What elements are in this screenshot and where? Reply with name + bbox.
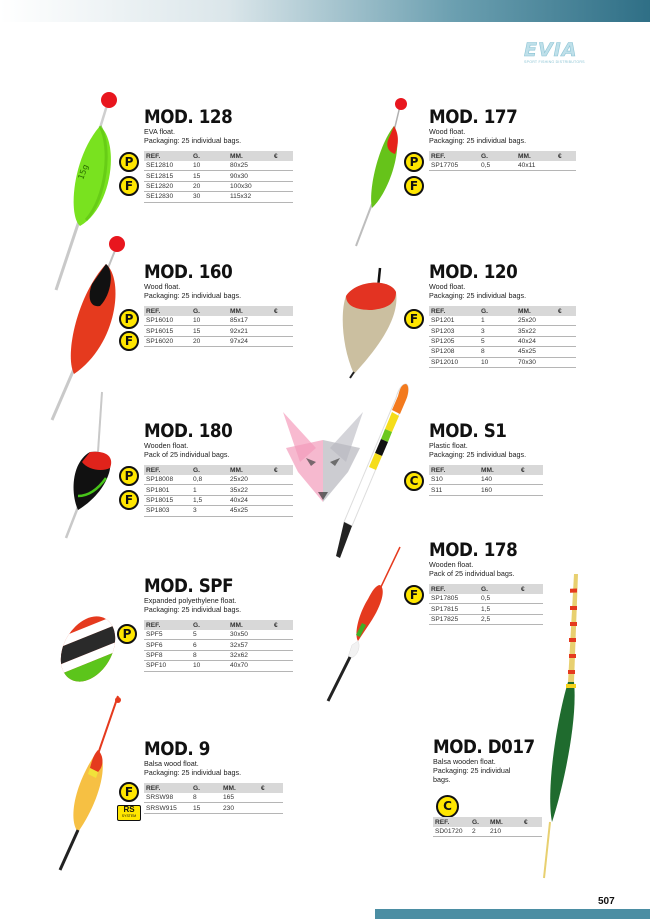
product-title: MOD. 177	[429, 106, 518, 128]
product-mod-spf	[144, 576, 293, 672]
product-title: MOD. 120	[429, 261, 518, 283]
product-title: MOD. 180	[144, 420, 233, 442]
table-row: S11 160	[429, 485, 543, 495]
header-gradient-bar	[0, 0, 650, 22]
float-128-weight-label: 15g	[76, 163, 91, 181]
table-row: SP1201 1 25x20	[429, 316, 576, 326]
table-row: SP16010 10 85x17	[144, 316, 293, 326]
product-title: MOD. 128	[144, 106, 233, 128]
table-row: SRSW915 15 230	[144, 803, 283, 813]
table-row: SP12010 10 70x30	[429, 357, 576, 367]
table-row: SE12820 20 100x30	[144, 181, 293, 191]
float-9-image	[52, 694, 122, 874]
spec-table: REF. G. MM. € SP18008 0,8 25x20 SP1801 1 35x22 SP18015 1,5 40x24 SP1803 3 45x25	[144, 465, 293, 517]
badge-p-128: P	[119, 152, 139, 172]
product-mod-s1	[429, 421, 543, 496]
product-title: MOD. 178	[429, 539, 518, 561]
badge-p-160: P	[119, 309, 139, 329]
product-mod-128	[144, 107, 293, 203]
spec-table: REF. G. € SP17805 0,5 SP17815 1,5 SP17825 2,5	[429, 584, 543, 625]
table-row: SPF8 8 32x62	[144, 650, 293, 660]
product-description: Wood float. Packaging: 25 individual bags.	[144, 282, 242, 300]
table-row: SP17815 1,5	[429, 604, 543, 614]
badge-c-d017: C	[436, 795, 459, 818]
badge-p-180: P	[119, 466, 139, 486]
table-row: SP18015 1,5 40x24	[144, 495, 293, 505]
product-mod-180	[144, 421, 293, 517]
spec-table: REF. G. MM. € SP16010 10 85x17 SP16015 15 92x21 SP16020 20 97x24	[144, 306, 293, 347]
table-row: SD01720 2 210	[433, 827, 542, 837]
table-row: SP17705 0,5 40x11	[429, 161, 576, 171]
table-row: SPF5 5 30x50	[144, 630, 293, 640]
badge-f-120: F	[404, 309, 424, 329]
product-description: Wood float. Packaging: 25 individual bags.	[429, 127, 527, 145]
spec-table: REF. G. MM. € SE12810 10 80x25 SE12815 15 90x30 SE12820 20 100x30 SE12830 30 115x32	[144, 151, 293, 203]
product-description: Balsa wooden float. Packaging: 25 individual bags.	[433, 757, 511, 784]
badge-f-160: F	[119, 331, 139, 351]
table-row: S10 140	[429, 475, 543, 485]
product-mod-177	[429, 107, 576, 171]
float-180-image	[60, 392, 120, 542]
spec-table: REF. G. MM. € SP1201 1 25x20 SP1203 3 35x22 SP1205 5 40x24 SP1208 8 45x25 SP12010 10 70x30	[429, 306, 576, 368]
spec-table: REF. MM. € S10 140 S11 160	[429, 465, 543, 496]
float-178-image	[322, 545, 402, 705]
table-row: SE12830 30 115x32	[144, 192, 293, 202]
table-row: SP16020 20 97x24	[144, 336, 293, 346]
table-row: SRSW98 8 165	[144, 793, 283, 803]
table-row: SE12815 15 90x30	[144, 171, 293, 181]
spec-table: REF. G. MM. € SD01720 2 210	[433, 817, 542, 837]
table-row: SP16015 15 92x21	[144, 326, 293, 336]
spec-table: REF. G. MM. € SP17705 0,5 40x11	[429, 151, 576, 171]
table-row: SP1205 5 40x24	[429, 336, 576, 346]
product-description: Wood float. Packaging: 25 individual bags.	[429, 282, 527, 300]
float-spf-image	[58, 610, 118, 688]
badge-p-177: P	[404, 152, 424, 172]
table-row: SPF10 10 40x70	[144, 661, 293, 671]
product-title: MOD. 9	[144, 738, 210, 760]
product-description: EVA float. Packaging: 25 individual bags.	[144, 127, 242, 145]
table-row: SE12810 10 80x25	[144, 161, 293, 171]
table-row: SP1208 8 45x25	[429, 347, 576, 357]
table-row: SP17825 2,5	[429, 614, 543, 624]
table-row: SP18008 0,8 25x20	[144, 475, 293, 485]
table-row: SP17805 0,5	[429, 594, 543, 604]
table-row: SPF6 6 32x57	[144, 640, 293, 650]
page-number: 507	[598, 896, 615, 907]
product-title: MOD. S1	[429, 420, 507, 442]
product-mod-120	[429, 262, 576, 368]
badge-p-spf: P	[117, 624, 137, 644]
brand-logo	[524, 40, 594, 68]
spec-table: REF. G. MM. € SPF5 5 30x50 SPF6 6 32x57 SPF8 8 32x62 SPF10 10 40x70	[144, 620, 293, 672]
table-row: SP1203 3 35x22	[429, 326, 576, 336]
spec-table: REF. G. MM. € SRSW98 8 165 SRSW915 15 230	[144, 783, 283, 814]
product-title: MOD. D017	[433, 736, 535, 758]
product-mod-d017	[433, 737, 549, 837]
float-177-image	[350, 96, 410, 251]
product-mod-178	[429, 540, 543, 625]
float-120-image	[338, 268, 398, 380]
badge-f-128: F	[119, 176, 139, 196]
brand-logo-text: EVIA	[524, 39, 578, 61]
badge-c-s1: C	[404, 471, 424, 491]
product-description: Balsa wood float. Packaging: 25 individual bags.	[144, 759, 242, 777]
footer-bar	[375, 909, 650, 919]
badge-f-9: F	[119, 782, 139, 802]
product-description: Expanded polyethylene float. Packaging: 25 individual bags.	[144, 596, 242, 614]
badge-f-177: F	[404, 176, 424, 196]
product-description: Wooden float. Pack of 25 individual bags.	[429, 560, 515, 578]
product-description: Wooden float. Pack of 25 individual bags.	[144, 441, 230, 459]
product-description: Plastic float. Packaging: 25 individual bags.	[429, 441, 527, 459]
product-mod-9	[144, 739, 283, 814]
table-row: SP1801 1 35x22	[144, 485, 293, 495]
product-title: MOD. 160	[144, 261, 233, 283]
badge-f-180: F	[119, 490, 139, 510]
product-mod-160	[144, 262, 293, 347]
product-title: MOD. SPF	[144, 575, 234, 597]
float-s1-image	[330, 382, 412, 562]
badge-f-178: F	[404, 585, 424, 605]
table-row: SP1803 3 45x25	[144, 506, 293, 516]
brand-tagline: SPORT FISHING DISTRIBUTORS	[524, 60, 585, 64]
rs-system-badge: RS SYSTEM	[117, 805, 141, 821]
